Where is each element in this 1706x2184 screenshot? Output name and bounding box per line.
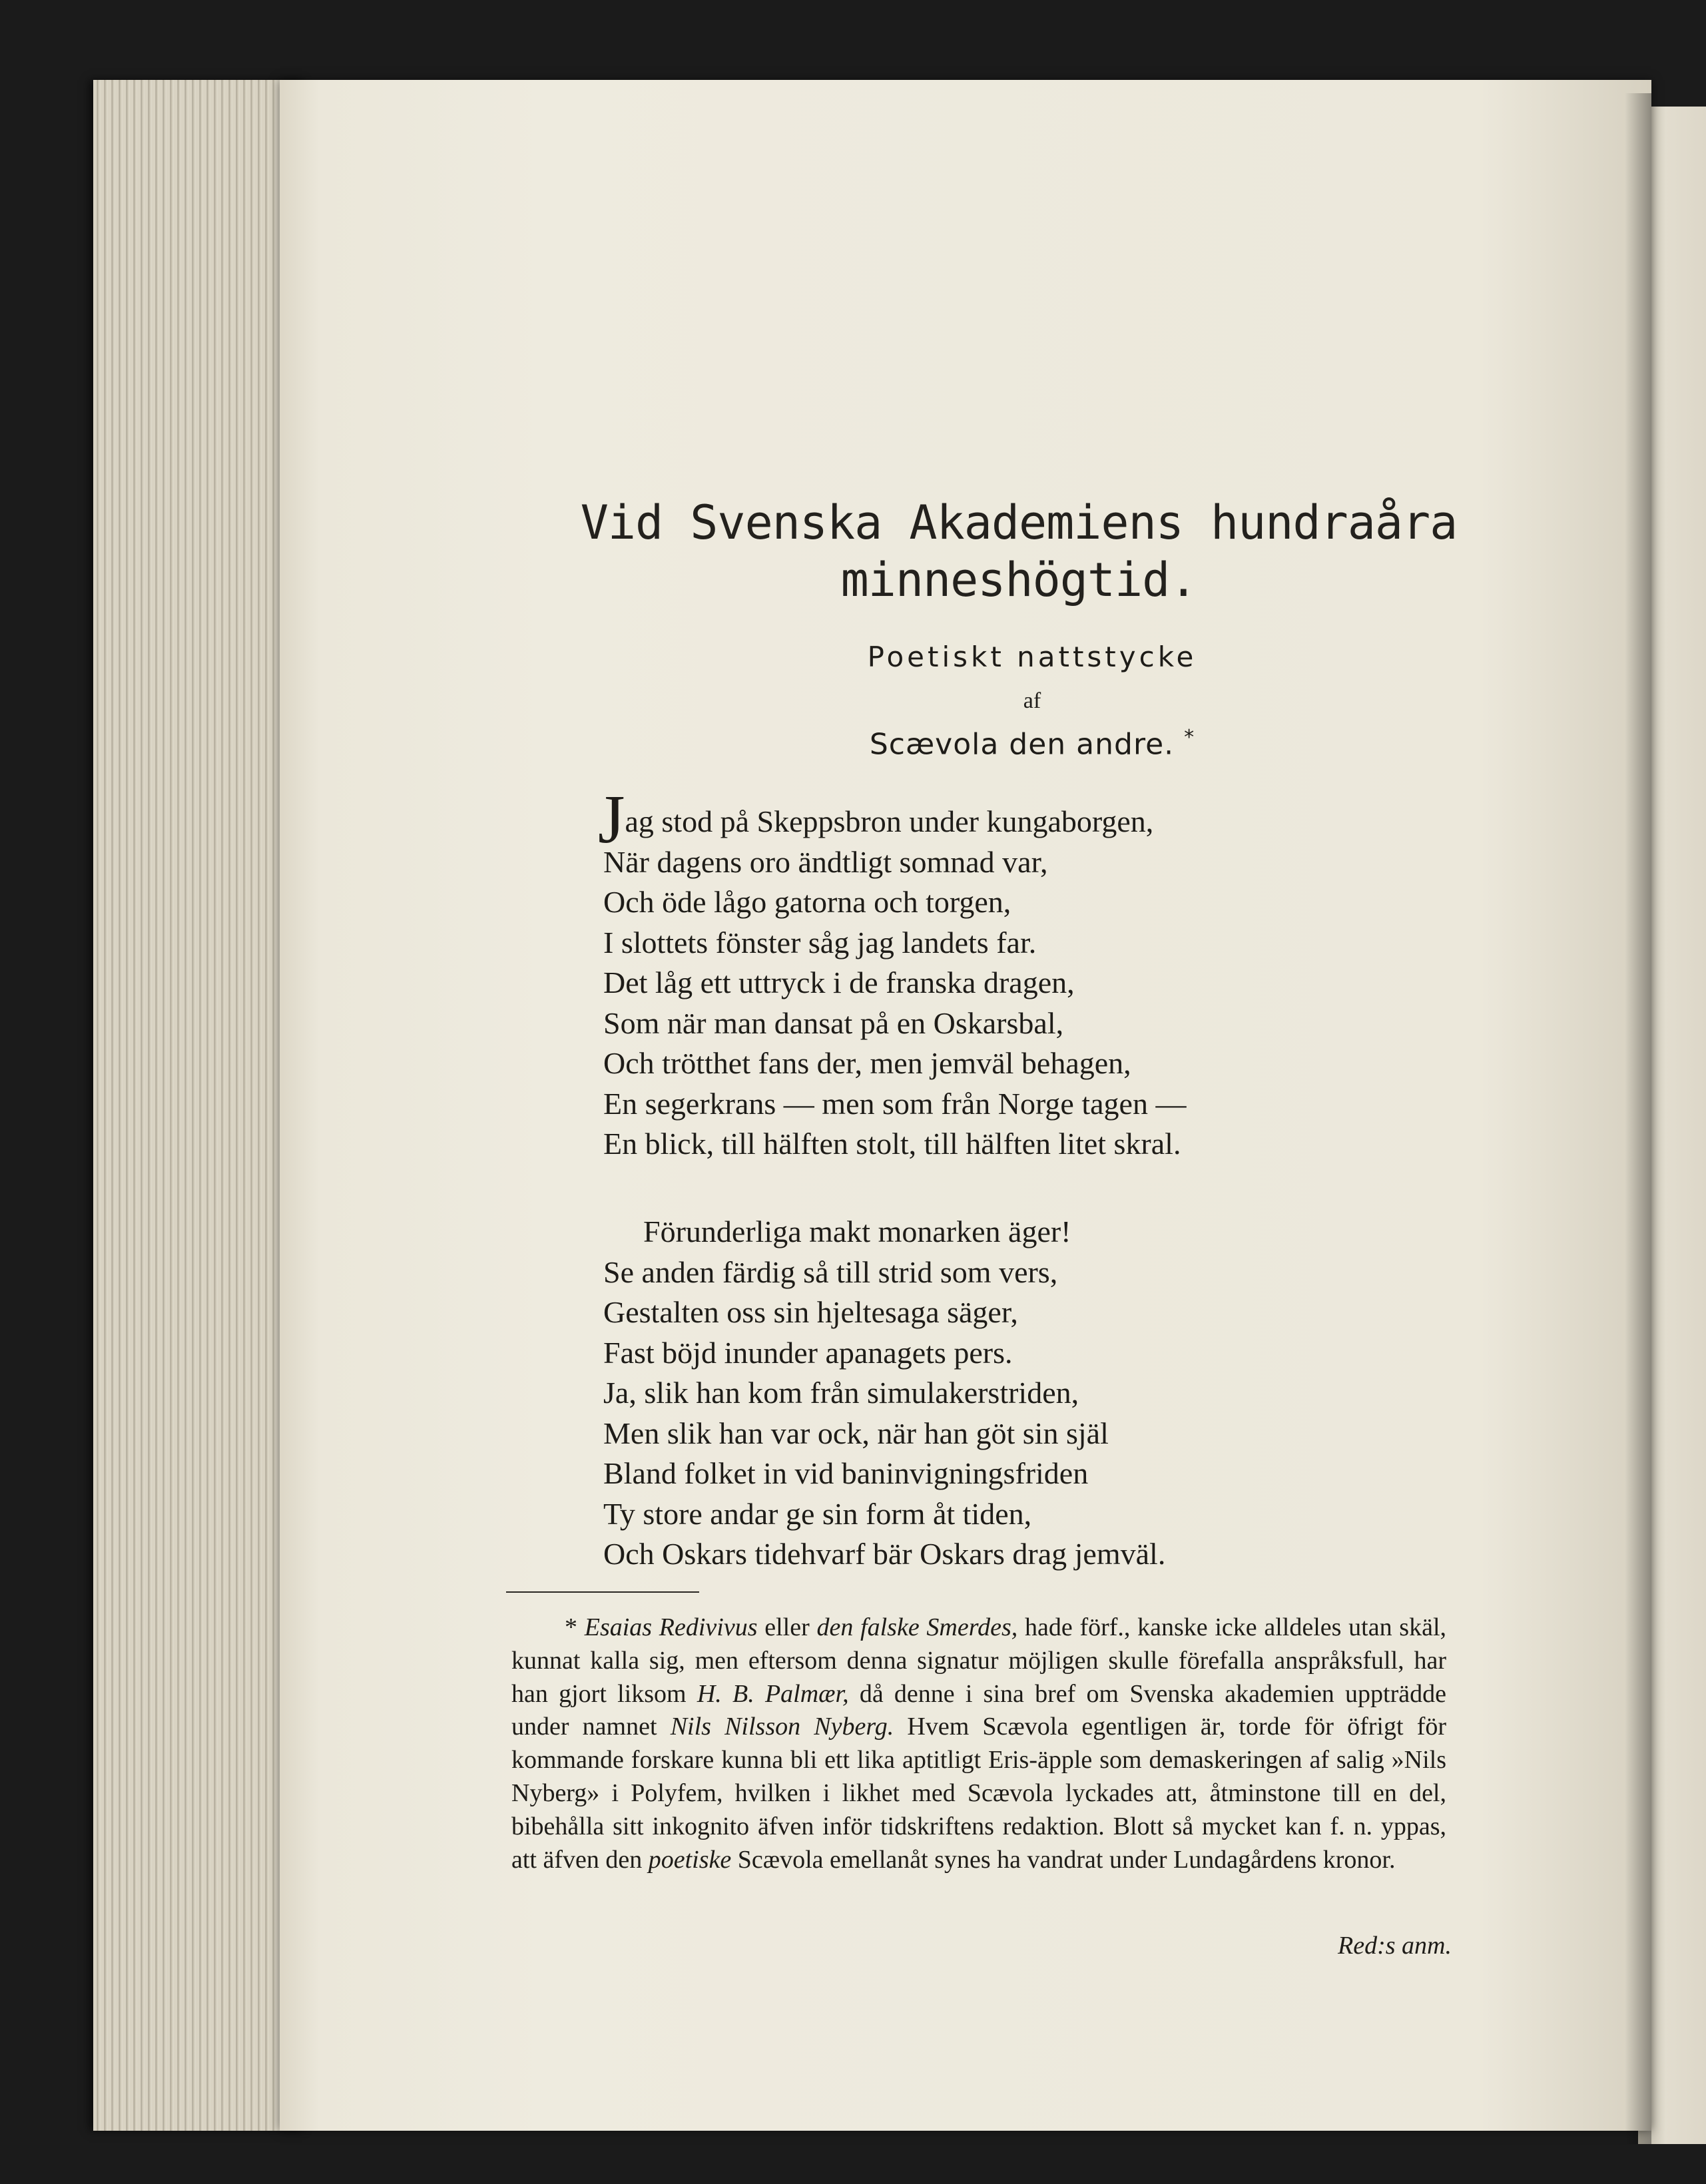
poem-stanza-1 — [598, 781, 1509, 1165]
poem-subtitle: Poetiskt nattstycke — [867, 641, 1197, 673]
poem-line: Men slik han var ock, när han göt sin själ — [603, 1416, 1109, 1450]
footnote-italic: den falske Smerdes, — [816, 1613, 1018, 1641]
poem-line: En blick, till hälften stolt, till hälften litet skral. — [603, 1127, 1181, 1161]
footnote-mark: * — [565, 1613, 577, 1641]
footnote-paragraph — [511, 1611, 1446, 1876]
footnote-reference-mark: * — [1184, 726, 1195, 749]
poem-line: Som när man dansat på en Oskarsbal, — [603, 1005, 1064, 1040]
title-line-2: minneshögtid. — [840, 553, 1197, 607]
poem-line: Det låg ett uttryck i de franska dragen, — [603, 965, 1075, 999]
poem-line: Bland folket in vid baninvigningsfriden — [603, 1456, 1089, 1490]
poem-line: Och Oskars tidehvarf bär Oskars drag jemväl. — [603, 1537, 1166, 1571]
poem-stanza-2 — [603, 1212, 1509, 1575]
footnote-text: Hvem Scævola egentligen är, torde för öfrigt för kommande forskare kunna bli ett lika aptitligt Eris-äpple som demaskeringen af salig »Nils Nyberg» i Polyfem, hvilken i likhet med Scævola lyckades att, åtminstone till en del, bibehålla sitt inkognito äfven inför tidskriftens redaktion. Blott så mycket kan f. n. yppas, att äfven den — [511, 1713, 1447, 1874]
footnote-italic: Esaias Redivivus — [584, 1613, 758, 1641]
poem-line-text: ag stod på Skeppsbron under kungaborgen, — [625, 804, 1154, 838]
poem-line: Se anden färdig så till strid som vers, — [603, 1254, 1058, 1289]
poem-line: Ja, slik han kom från simulakerstriden, — [603, 1376, 1079, 1410]
footnote-text: då denne i sina bref om Svenska akademien uppträdde under namnet — [511, 1679, 1446, 1741]
footnote-text: hade förf., kanske icke alldeles utan skäl, kunnat kalla sig, men eftersom denna signatur möjligen skulle förefalla anspråksfull, har han gjort liksom — [511, 1613, 1447, 1708]
poem-line: En segerkrans — men som från Norge tagen — — [603, 1086, 1187, 1121]
poem-title — [519, 494, 1518, 609]
book-gutter — [1625, 93, 1651, 2144]
footnote-italic: Nils Nilsson Nyberg. — [670, 1713, 894, 1741]
poem-line: Och öde lågo gatorna och torgen, — [603, 885, 1011, 919]
poem-line: Ty store andar ge sin form åt tiden, — [603, 1496, 1032, 1531]
author-name: Scævola den andre. — [869, 727, 1175, 762]
footnote-separator — [506, 1591, 699, 1593]
footnote-italic: H. B. Palmær, — [697, 1679, 849, 1708]
editor-signature: Red:s anm. — [1338, 1932, 1452, 1960]
footnote-italic: poetiske — [648, 1845, 732, 1874]
poem-line — [598, 781, 1509, 858]
title-line-1: Vid Svenska Akademiens hundraåra — [580, 495, 1458, 550]
drop-cap: J — [598, 781, 625, 858]
book-page-edges — [93, 80, 306, 2131]
poem-line: I slottets fönster såg jag landets far. — [603, 925, 1037, 959]
poem-line: Och trötthet fans der, men jemväl behagen, — [603, 1046, 1131, 1080]
poem-line: När dagens oro ändtligt somnad var, — [603, 844, 1048, 879]
footnote — [511, 1611, 1446, 1876]
footnote-text: Scævola emellanåt synes ha vandrat under Lundagårdens kronor. — [731, 1845, 1396, 1874]
byline-af: af — [1023, 688, 1041, 713]
footnote-text: eller — [757, 1613, 817, 1641]
poem-line: Gestalten oss sin hjeltesaga säger, — [603, 1295, 1018, 1329]
poem-author — [599, 726, 1465, 762]
poem-line: Förunderliga makt monarken äger! — [643, 1215, 1071, 1248]
poem-line: Fast böjd inunder apanagets pers. — [603, 1335, 1013, 1370]
